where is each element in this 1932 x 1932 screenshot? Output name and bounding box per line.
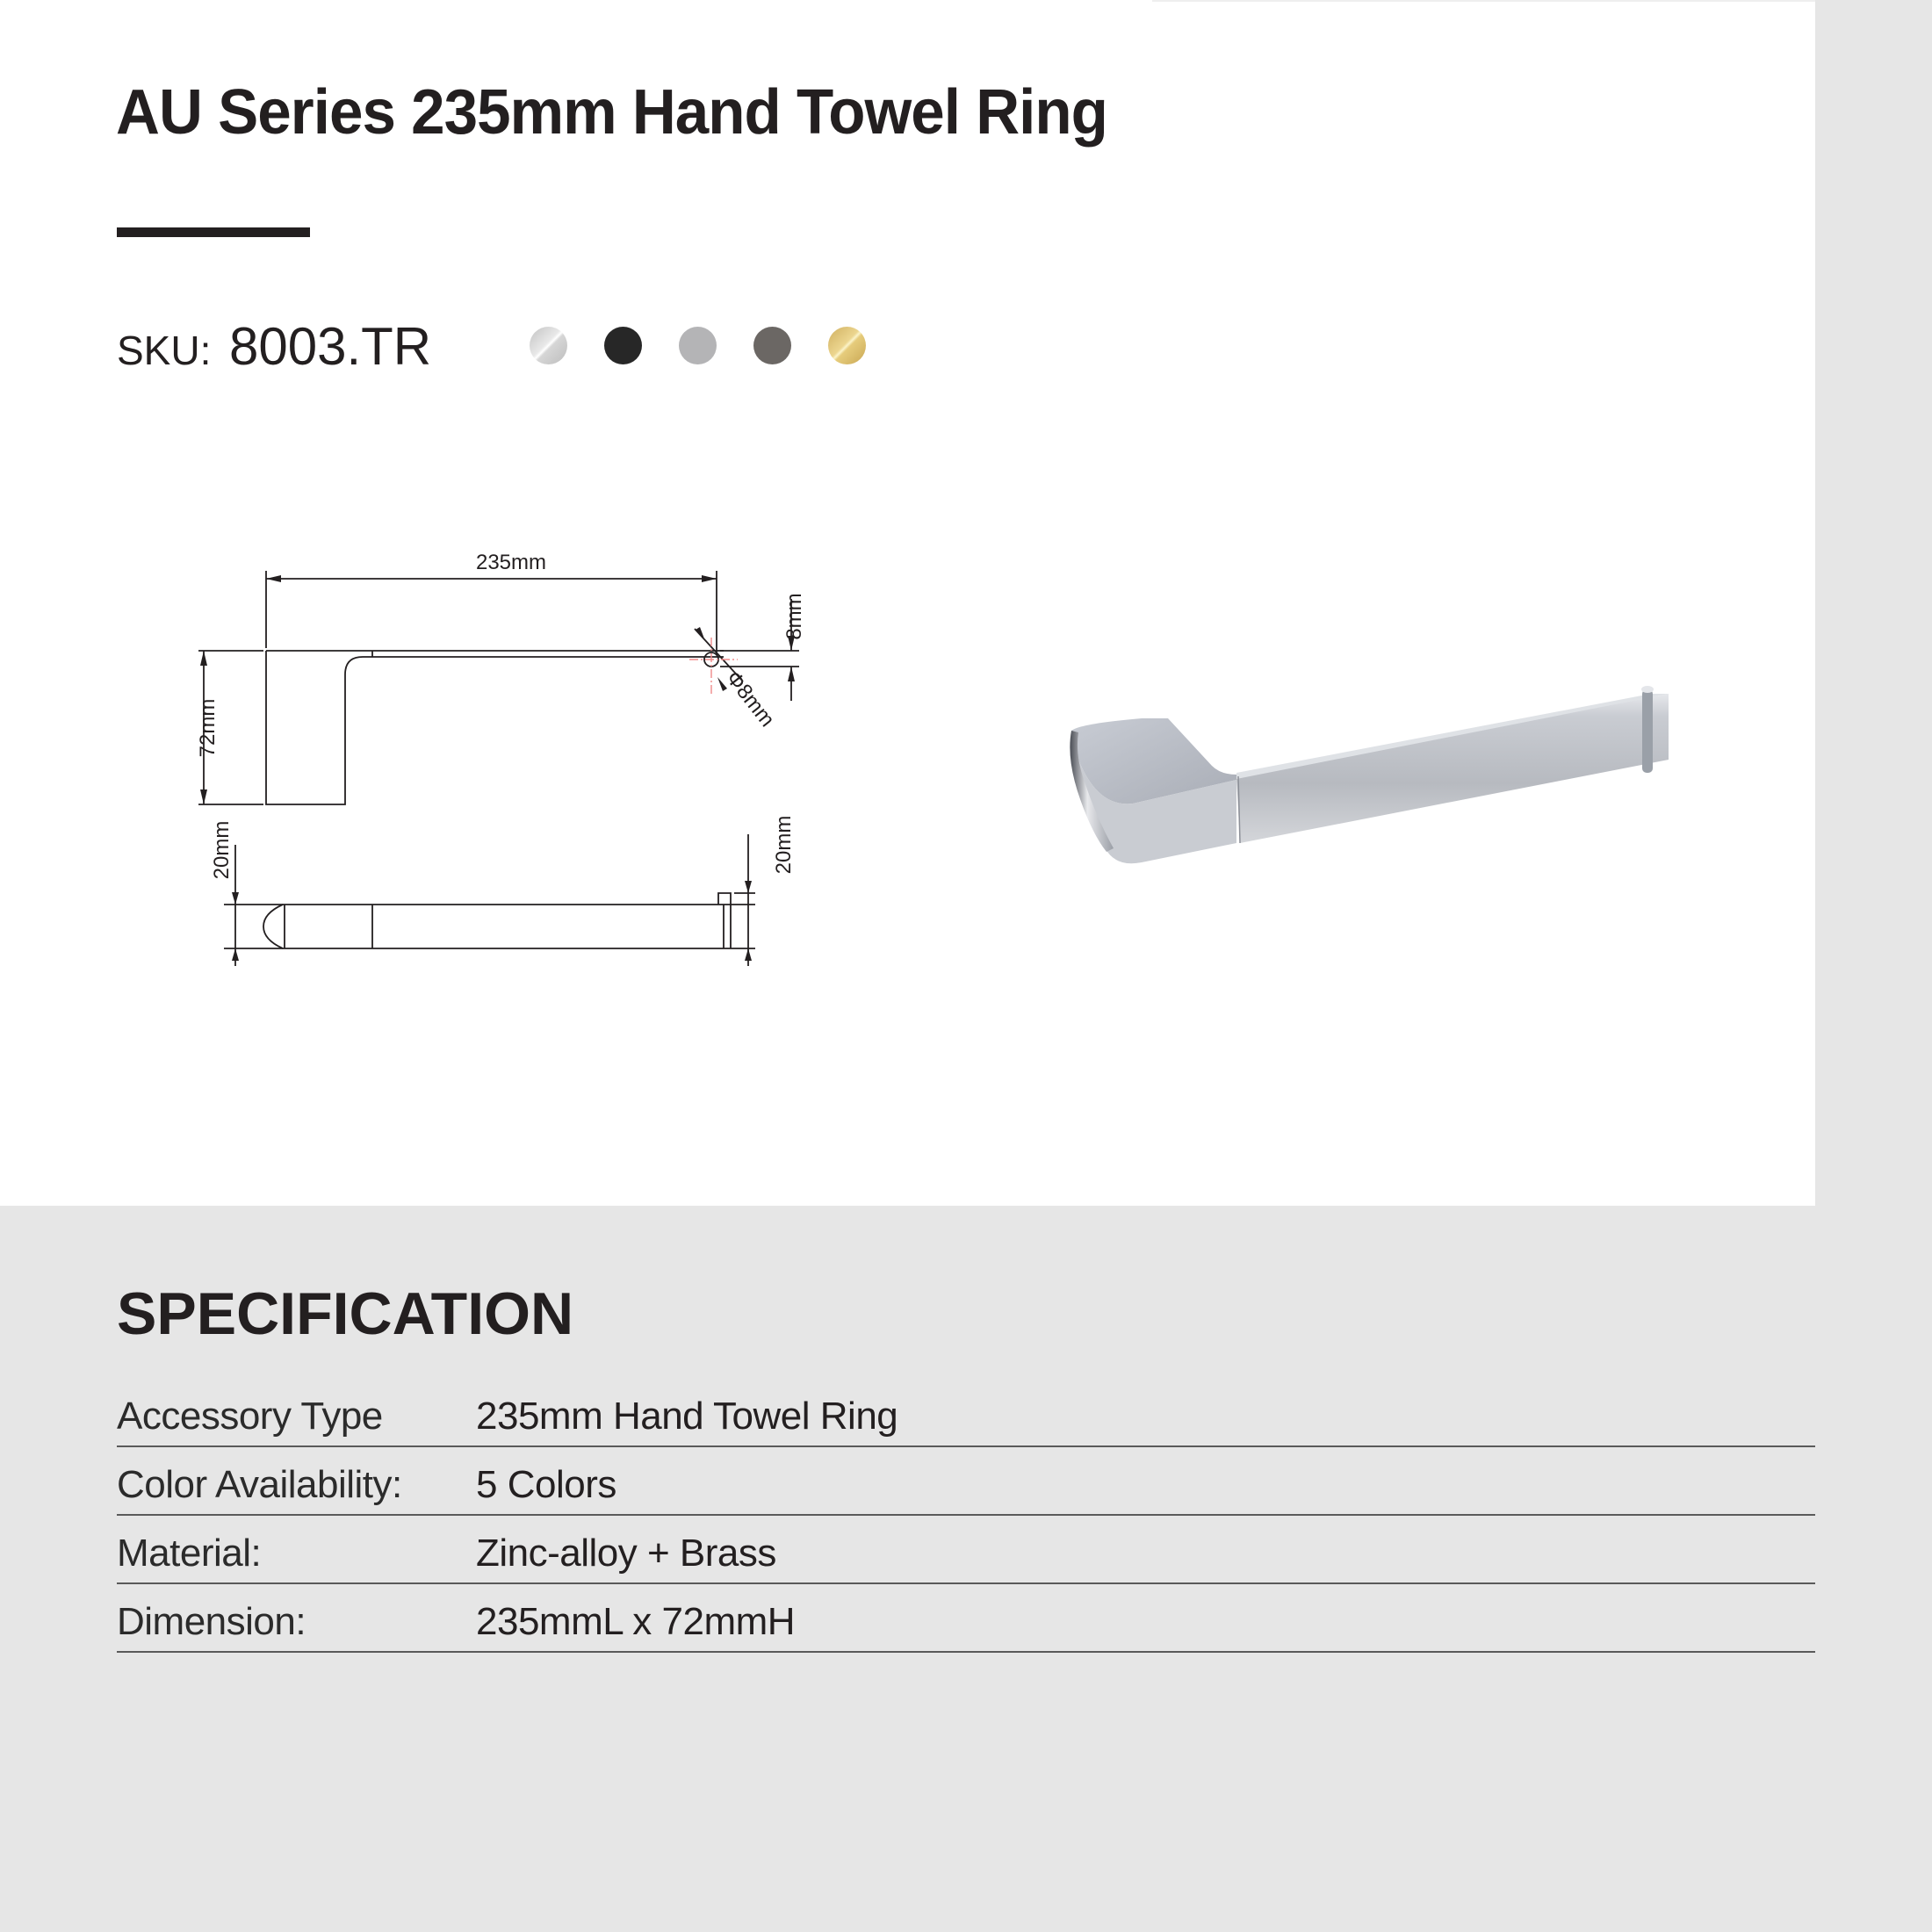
swatch-chrome[interactable] bbox=[530, 327, 567, 364]
specification-title: SPECIFICATION bbox=[117, 1280, 574, 1347]
spec-row-dimension bbox=[117, 1584, 1815, 1653]
spec-value: Zinc-alloy + Brass bbox=[476, 1532, 776, 1575]
drawing-svg bbox=[176, 544, 931, 966]
towel-ring-render bbox=[1036, 676, 1669, 869]
title-underline bbox=[117, 227, 310, 237]
dim-depth-left-label: 20mm bbox=[210, 820, 234, 880]
swatch-gunmetal[interactable] bbox=[753, 327, 791, 364]
swatch-brushed-gold[interactable] bbox=[828, 327, 866, 364]
swatch-brushed-nickel[interactable] bbox=[679, 327, 717, 364]
sku-value: 8003.TR bbox=[229, 317, 432, 376]
spec-label: Dimension: bbox=[117, 1600, 306, 1643]
specification-table bbox=[117, 1379, 1815, 1653]
spec-value: 235mm Hand Towel Ring bbox=[476, 1395, 898, 1438]
dim-depth-right-label: 20mm bbox=[772, 815, 796, 875]
spec-row-color-availability bbox=[117, 1447, 1815, 1516]
spec-label: Color Availability: bbox=[117, 1463, 402, 1506]
spec-label: Accessory Type bbox=[117, 1395, 383, 1438]
spec-value: 235mmL x 72mmH bbox=[476, 1600, 796, 1643]
spec-row-accessory-type bbox=[117, 1379, 1815, 1447]
dim-width-label: 235mm bbox=[475, 551, 547, 574]
top-hairline bbox=[1152, 0, 1815, 2]
dim-diameter-label: Φ8mm bbox=[721, 667, 780, 732]
spec-row-material bbox=[117, 1516, 1815, 1584]
spec-value: 5 Colors bbox=[476, 1463, 616, 1506]
spec-label: Material: bbox=[117, 1532, 262, 1575]
product-title: AU Series 235mm Hand Towel Ring bbox=[116, 77, 1107, 148]
swatch-matte-black[interactable] bbox=[604, 327, 642, 364]
technical-drawing bbox=[176, 544, 931, 966]
sku-label: SKU: bbox=[117, 328, 212, 373]
product-image bbox=[1036, 676, 1669, 869]
dim-height-label: 72mm bbox=[196, 698, 220, 758]
dim-thickness-label: 8mm bbox=[782, 593, 806, 640]
